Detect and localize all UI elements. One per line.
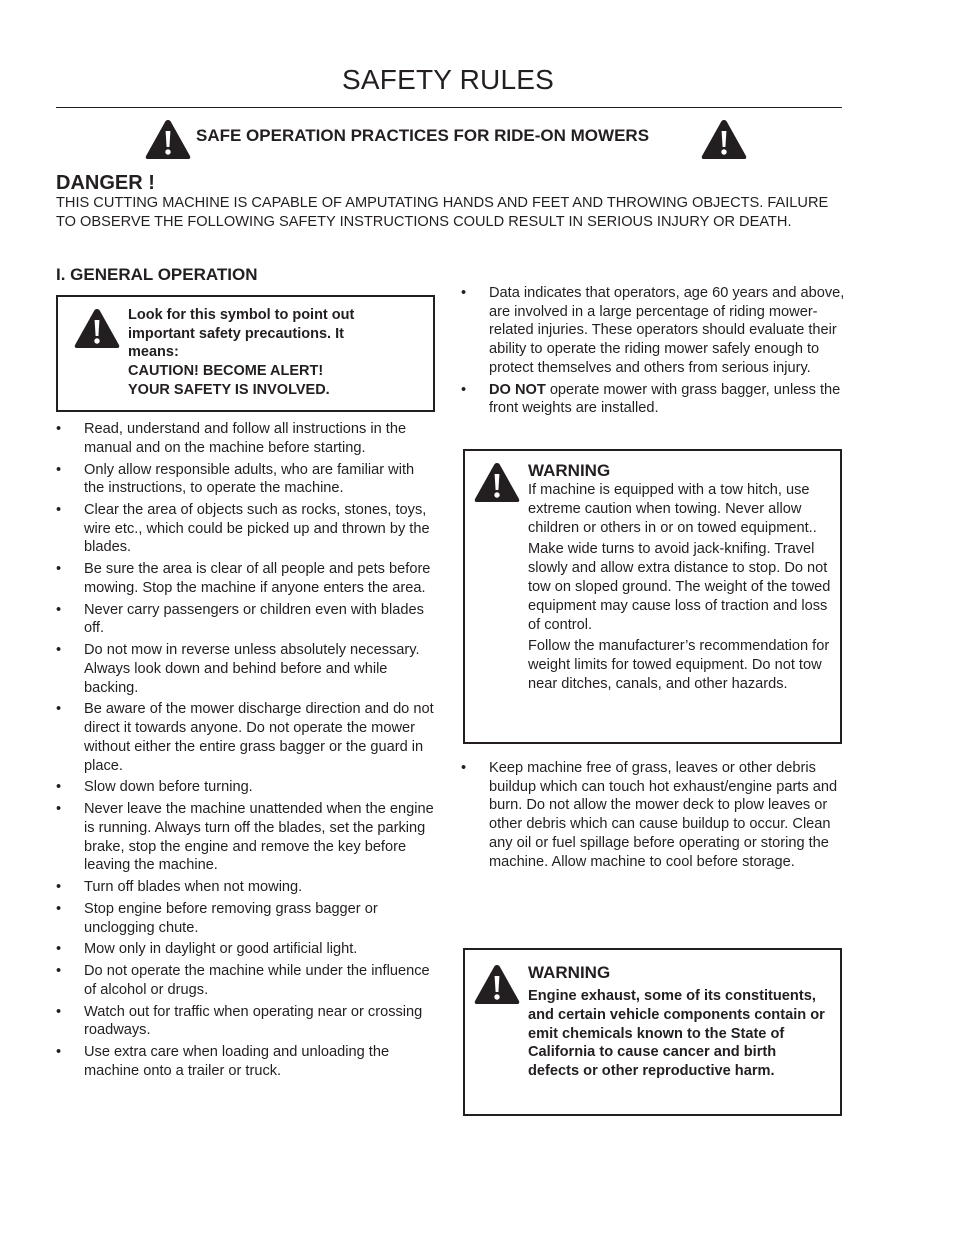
- list-item: • Do not operate the machine while under the influence of alcohol or drugs.: [56, 963, 430, 998]
- list-item: • Turn off blades when not mowing.: [56, 879, 303, 896]
- list-item: • Data indicates that operators, age 60 years and above, are involved in a large percentage of riding mower-related injuries. These operators should evaluate their ability to operate the riding mower safely enough to protect themselves and others from serious injury.: [461, 285, 845, 376]
- list-item: • Be sure the area is clear of all people and pets before mowing. Stop the machine if anyone enters the area.: [56, 561, 431, 596]
- list-item: • Read, understand and follow all instructions in the manual and on the machine before starting.: [56, 421, 407, 456]
- warning-triangle-icon: [144, 118, 192, 161]
- symbol-line: YOUR SAFETY IS INVOLVED.: [128, 381, 330, 398]
- list-item: • Slow down before turning.: [56, 779, 253, 796]
- symbol-line: Look for this symbol to point out: [128, 307, 355, 323]
- list-item: • Do not mow in reverse unless absolutely necessary. Always look down and behind before and while backing.: [56, 642, 420, 696]
- right-column-list-bottom: [461, 759, 846, 874]
- page-title: SAFETY RULES: [342, 64, 554, 95]
- warning-paragraph: If machine is equipped with a tow hitch, use extreme caution when towing. Never allow children or others in or on towed equipment..: [528, 482, 817, 536]
- list-item: • Never carry passengers or children even with blades off.: [56, 601, 424, 637]
- towing-warning-text: [528, 481, 833, 697]
- warning-triangle-icon: [700, 118, 748, 161]
- warning-triangle-icon: [473, 963, 521, 1006]
- list-item: • Stop engine before removing grass bagger or unclogging chute.: [56, 900, 378, 936]
- section-heading-general-operation: I. GENERAL OPERATION: [56, 265, 258, 284]
- list-item: • Only allow responsible adults, who are familiar with the instructions, to operate the machine.: [56, 461, 415, 497]
- warning-paragraph: Follow the manufacturer’s recommendation for weight limits for towed equipment. Do not tow near ditches, canals, and other hazards.: [528, 638, 830, 692]
- title-rule: [56, 107, 842, 108]
- list-item: • Mow only in daylight or good artificial light.: [56, 941, 358, 958]
- towing-warning-heading: WARNING: [528, 461, 611, 480]
- list-item: • Keep machine free of grass, leaves or other debris buildup which can touch hot exhaust/engine parts and burn. Do not allow the mower deck to plow leaves or other debris which can cause buildup to occur. Clean any oil or fuel spillage before operating or storing the machine. Allow machine to cool before storage.: [461, 760, 838, 870]
- symbol-line: means:: [128, 344, 179, 361]
- list-item: • Use extra care when loading and unloading the machine onto a trailer or truck.: [56, 1044, 390, 1079]
- california-warning-text: Engine exhaust, some of its constituents, and certain vehicle components contain or emit chemicals known to the State of California to cause cancer and birth defects or other reproductive harm.: [528, 988, 825, 1080]
- california-warning-heading: WARNING: [528, 963, 611, 982]
- danger-heading: DANGER !: [56, 172, 155, 194]
- list-item: • Clear the area of objects such as rocks, stones, toys, wire etc., which could be picked up and thrown by the blades.: [56, 502, 430, 556]
- list-item: • Never leave the machine unattended when the engine is running. Always turn off the blades, set the parking brake, stop the engine and remove the key before leaving the machine.: [56, 801, 434, 874]
- symbol-line: CAUTION! BECOME ALERT!: [128, 363, 324, 380]
- danger-text: THIS CUTTING MACHINE IS CAPABLE OF AMPUTATING HANDS AND FEET AND THROWING OBJECTS. FAILURE TO OBSERVE THE FOLLOWING SAFETY INSTRUCTIONS COULD RESULT IN SERIOUS INJURY OR DEATH.: [56, 195, 829, 231]
- symbol-explanation-text: [128, 306, 418, 400]
- right-column-list-top: [461, 284, 846, 421]
- warning-paragraph: Make wide turns to avoid jack-knifing. Travel slowly and allow extra distance to stop. Do not tow on sloped ground. The weight of the towed equipment may cause loss of traction and loss of control.: [528, 541, 831, 633]
- general-operation-list: [56, 420, 436, 1084]
- list-item: • Be aware of the mower discharge direction and do not direct it towards anyone. Do not operate the mower without either the entire grass bagger or the guard in place.: [56, 701, 434, 774]
- symbol-line: important safety precautions. It: [128, 325, 344, 342]
- warning-triangle-icon: [73, 307, 121, 350]
- warning-triangle-icon: [473, 461, 521, 504]
- banner-heading: SAFE OPERATION PRACTICES FOR RIDE-ON MOWERS: [196, 126, 650, 145]
- list-item: • DO NOT operate mower with grass bagger, unless the front weights are installed.: [461, 381, 841, 417]
- list-item: • Watch out for traffic when operating near or crossing roadways.: [56, 1003, 423, 1039]
